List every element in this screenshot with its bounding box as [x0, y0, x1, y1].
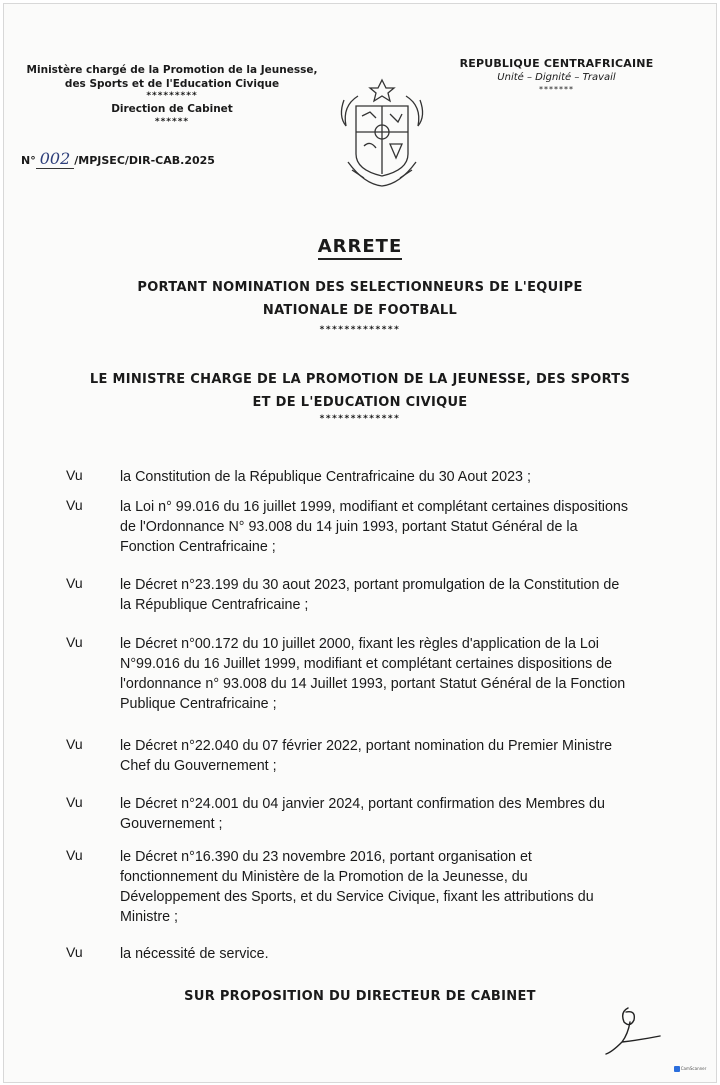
- consideration-line: le Décret n°24.001 du 04 janvier 2024, portant confirmation des Membres du: [120, 796, 605, 812]
- document-page: [3, 3, 717, 1083]
- vu-label: Vu: [66, 634, 83, 650]
- subject-heading: [64, 276, 656, 322]
- vu-label: Vu: [66, 847, 83, 863]
- direction-label: Direction de Cabinet: [111, 103, 233, 115]
- vu-label: Vu: [66, 794, 83, 810]
- consideration-line: la Constitution de la République Centrafricaine du 30 Aout 2023 ;: [120, 469, 531, 485]
- vu-label: Vu: [66, 467, 83, 483]
- minister-line-2: ET DE L'EDUCATION CIVIQUE: [252, 395, 468, 410]
- header-stars-1: *********: [146, 91, 198, 101]
- consideration-line: Publique Centrafricaine ;: [120, 696, 277, 712]
- scanner-watermark: [672, 1066, 708, 1080]
- minister-line-1: LE MINISTRE CHARGE DE LA PROMOTION DE LA JEUNESSE, DES SPORTS: [89, 372, 631, 387]
- ministry-header: [22, 64, 322, 127]
- vu-label: Vu: [66, 497, 83, 513]
- separator-stars-1: *************: [319, 325, 401, 335]
- consideration-line: le Décret n°16.390 du 23 novembre 2016, portant organisation et: [120, 849, 532, 865]
- camscanner-logo-icon: [674, 1066, 680, 1072]
- consideration-line: le Décret n°00.172 du 10 juillet 2000, fixant les règles d'application de la Loi: [120, 636, 599, 652]
- consideration-line: Chef du Gouvernement ;: [120, 758, 277, 774]
- consideration-line: Développement des Sports, et du Service Civique, fixant les attributions du: [120, 889, 594, 905]
- ref-suffix: /MPJSEC/DIR-CAB.2025: [74, 154, 215, 167]
- document-title: [4, 236, 716, 257]
- minister-heading: [44, 368, 676, 414]
- scanner-label: CamScanner: [680, 1066, 707, 1071]
- coat-of-arms-emblem: [334, 66, 430, 194]
- republic-name: REPUBLIQUE CENTRAFRICAINE: [459, 57, 654, 70]
- ref-prefix: N°: [21, 154, 36, 167]
- vu-label: Vu: [66, 575, 83, 591]
- consideration-line: Gouvernement ;: [120, 816, 223, 832]
- national-motto: Unité – Dignité – Travail: [497, 72, 616, 83]
- ministry-line-2: des Sports et de l'Education Civique: [64, 77, 280, 90]
- consideration-line: Ministre ;: [120, 909, 178, 925]
- reference-number: [21, 149, 215, 168]
- handwritten-signature: [600, 1002, 670, 1058]
- consideration-line: le Décret n°22.040 du 07 février 2022, portant nomination du Premier Ministre: [120, 738, 613, 754]
- consideration-line: l'ordonnance n° 93.008 du 14 Juillet 1993, portant Statut Général de la Fonction: [120, 676, 626, 692]
- subject-line-2: NATIONALE DE FOOTBALL: [262, 303, 458, 318]
- ref-handwritten-number: 002: [36, 149, 75, 169]
- republic-header: [459, 57, 654, 94]
- republic-stars: *******: [539, 85, 574, 94]
- ministry-line-1: Ministère chargé de la Promotion de la Jeunesse,: [26, 64, 318, 76]
- consideration-line: N°99.016 du 16 Juillet 1999, modifiant et complétant certaines dispositions de: [120, 656, 613, 672]
- consideration-line: de l'Ordonnance N° 93.008 du 14 juin 1993, portant Statut Général de la: [120, 519, 578, 535]
- title-text: ARRETE: [318, 236, 403, 260]
- consideration-line: la Loi n° 99.016 du 16 juillet 1999, modifiant et complétant certaines dispositions: [120, 499, 629, 515]
- consideration-line: le Décret n°23.199 du 30 aout 2023, portant promulgation de la Constitution de: [120, 577, 620, 593]
- consideration-line: Fonction Centrafricaine ;: [120, 539, 276, 555]
- vu-label: Vu: [66, 736, 83, 752]
- proposal-heading: SUR PROPOSITION DU DIRECTEUR DE CABINET: [184, 989, 536, 1004]
- subject-line-1: PORTANT NOMINATION DES SELECTIONNEURS DE L'EQUIPE: [137, 280, 583, 295]
- vu-label: Vu: [66, 944, 83, 960]
- consideration-line: la République Centrafricaine ;: [120, 597, 309, 613]
- header-stars-2: ******: [154, 116, 190, 127]
- consideration-line: la nécessité de service.: [120, 946, 269, 962]
- separator-stars-2: *************: [319, 414, 401, 424]
- consideration-line: fonctionnement du Ministère de la Promotion de la Jeunesse, du: [120, 869, 528, 885]
